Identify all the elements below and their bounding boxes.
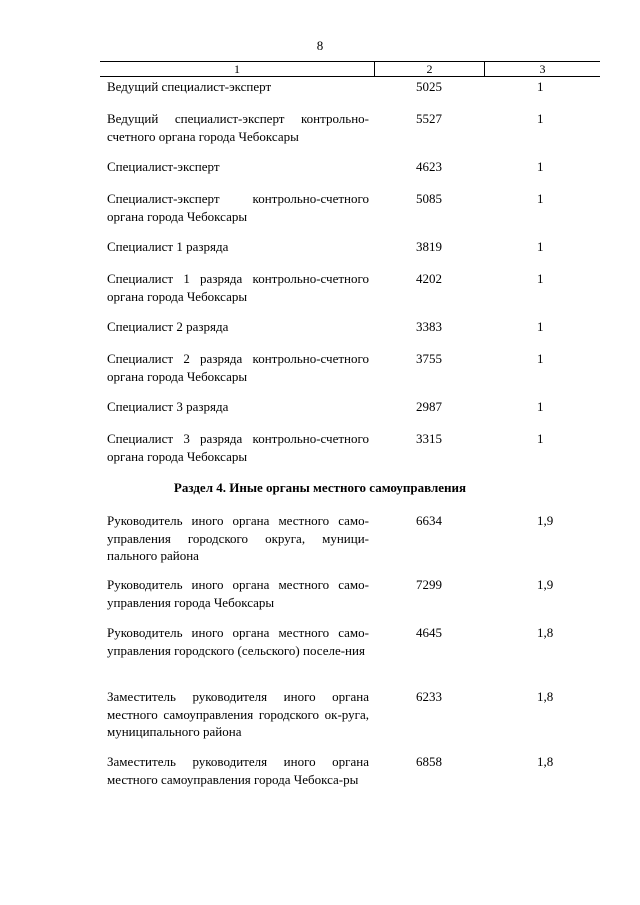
salary-value: 3315 bbox=[416, 431, 442, 446]
coefficient-value: 1 bbox=[537, 159, 544, 174]
salary-value: 6858 bbox=[416, 754, 442, 769]
position-name: Специалист 3 разряда bbox=[107, 399, 229, 414]
salary-value: 3755 bbox=[416, 351, 442, 366]
coefficient-value: 1 bbox=[537, 271, 544, 286]
salary-value: 2987 bbox=[416, 399, 442, 414]
coefficient-value: 1,9 bbox=[537, 577, 554, 592]
coefficient-value: 1 bbox=[537, 319, 544, 334]
salary-value: 4645 bbox=[416, 625, 442, 640]
coefficient-value: 1,8 bbox=[537, 754, 554, 769]
salary-value: 7299 bbox=[416, 577, 442, 592]
salary-value: 3383 bbox=[416, 319, 442, 334]
coefficient-value: 1 bbox=[537, 239, 544, 254]
salary-value: 4623 bbox=[416, 159, 442, 174]
column-header-1: 1 bbox=[100, 62, 375, 76]
position-name: Специалист-эксперт bbox=[107, 159, 220, 174]
coefficient-value: 1,8 bbox=[537, 689, 554, 704]
coefficient-value: 1 bbox=[537, 191, 544, 206]
coefficient-value: 1,9 bbox=[537, 513, 554, 528]
table-header bbox=[100, 61, 600, 77]
position-name: Руководитель иного органа местного само-управления городского (сельского) поселе-ния bbox=[107, 625, 369, 658]
position-name: Руководитель иного органа местного само-управления городского округа, муници-пального района bbox=[107, 513, 369, 563]
salary-value: 6634 bbox=[416, 513, 442, 528]
coefficient-value: 1 bbox=[537, 79, 544, 94]
coefficient-value: 1 bbox=[537, 399, 544, 414]
salary-value: 5085 bbox=[416, 191, 442, 206]
coefficient-value: 1 bbox=[537, 111, 544, 126]
coefficient-value: 1 bbox=[537, 431, 544, 446]
position-name: Специалист-эксперт контрольно-счетного органа города Чебоксары bbox=[107, 191, 369, 224]
column-header-2: 2 bbox=[375, 62, 485, 76]
coefficient-value: 1,8 bbox=[537, 625, 554, 640]
position-name: Заместитель руководителя иного органа местного самоуправления городского ок-руга, муниципального района bbox=[107, 689, 369, 739]
salary-value: 5527 bbox=[416, 111, 442, 126]
column-header-3: 3 bbox=[539, 62, 546, 76]
position-name: Специалист 1 разряда контрольно-счетного органа города Чебоксары bbox=[107, 271, 369, 304]
salary-value: 5025 bbox=[416, 79, 442, 94]
position-name: Специалист 2 разряда контрольно-счетного органа города Чебоксары bbox=[107, 351, 369, 384]
position-name: Ведущий специалист-эксперт bbox=[107, 79, 272, 94]
page-number: 8 bbox=[316, 38, 324, 53]
position-name: Специалист 2 разряда bbox=[107, 319, 229, 334]
position-name: Руководитель иного органа местного само-управления города Чебоксары bbox=[107, 577, 369, 610]
position-name: Заместитель руководителя иного органа местного самоуправления города Чебокса-ры bbox=[107, 754, 369, 787]
position-name: Специалист 3 разряда контрольно-счетного органа города Чебоксары bbox=[107, 431, 369, 464]
position-name: Специалист 1 разряда bbox=[107, 239, 229, 254]
salary-value: 3819 bbox=[416, 239, 442, 254]
coefficient-value: 1 bbox=[537, 351, 544, 366]
section-title: Раздел 4. Иные органы местного самоуправления bbox=[173, 480, 467, 495]
position-name: Ведущий специалист-эксперт контрольно-счетного органа города Чебоксары bbox=[107, 111, 369, 144]
salary-value: 6233 bbox=[416, 689, 442, 704]
salary-value: 4202 bbox=[416, 271, 442, 286]
